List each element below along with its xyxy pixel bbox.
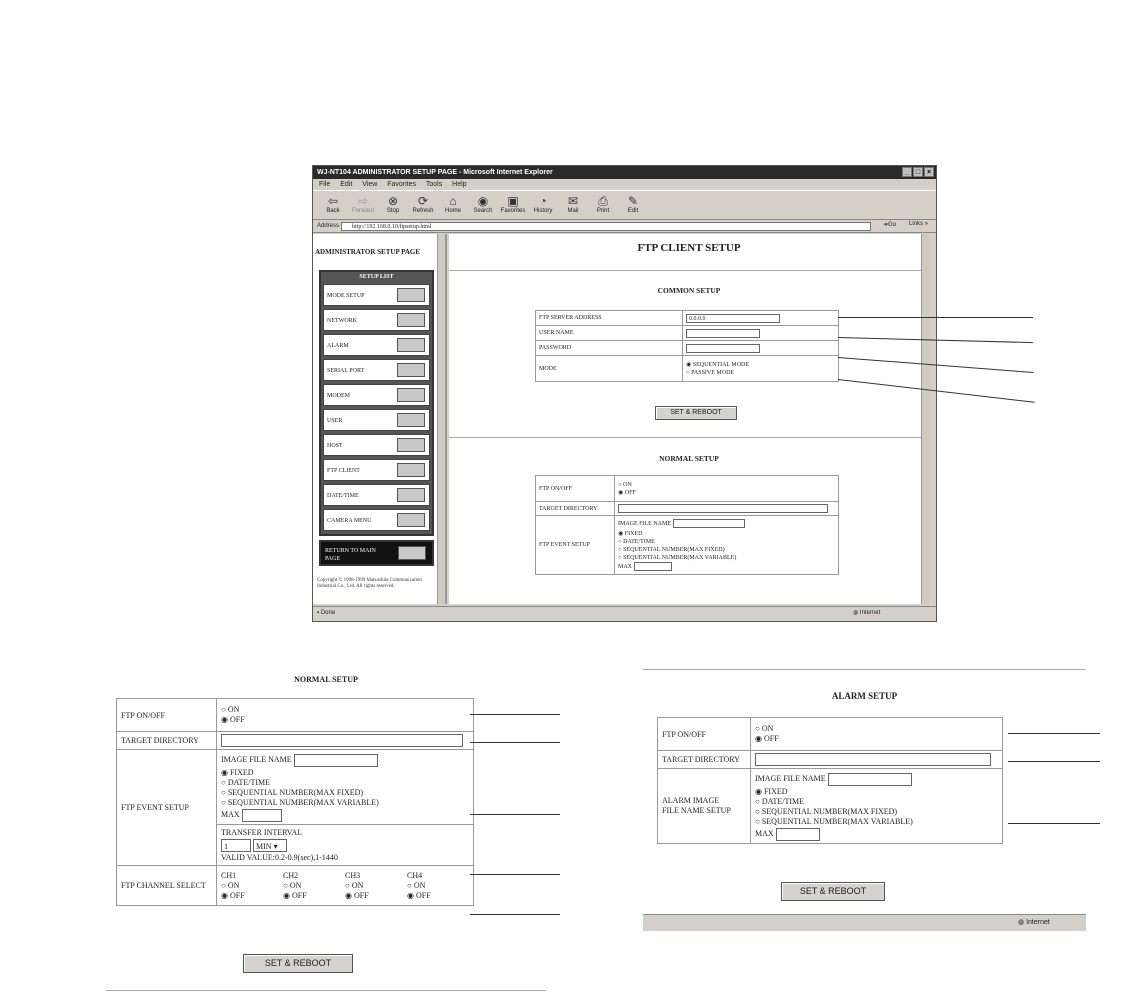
date-time-radio[interactable]: ○ DATE/TIME (221, 778, 271, 787)
normal-setup-heading: NORMAL SETUP (659, 454, 719, 463)
password-label: PASSWORD (536, 341, 683, 356)
print-button[interactable]: ⎙ Print (596, 194, 610, 214)
setup-item-host[interactable]: HOST (323, 434, 430, 456)
minimize-button[interactable]: _ (902, 167, 912, 177)
image-file-name-input[interactable] (294, 754, 378, 767)
go-button[interactable] (397, 338, 425, 352)
channel-1: CH1 ○ ON ◉ OFF (221, 871, 283, 901)
go-button[interactable] (397, 288, 425, 302)
image-file-name-row: IMAGE FILE NAME (618, 518, 835, 530)
menu-favorites[interactable]: Favorites (387, 181, 417, 188)
seq-max-variable-radio[interactable]: ○ SEQUENTIAL NUMBER(MAX VARIABLE) (755, 817, 913, 826)
interval-unit-select[interactable]: MIN ▾ (253, 839, 287, 852)
ftp-onoff-label: FTP ON/OFF (117, 699, 217, 732)
seq-max-variable-radio[interactable]: ○ SEQUENTIAL NUMBER(MAX VARIABLE) (618, 555, 737, 561)
setup-item-camera-menu[interactable]: CAMERA MENU (323, 509, 430, 531)
max-input[interactable] (776, 828, 820, 841)
ftp-off-radio[interactable]: ◉ OFF (755, 734, 779, 743)
alarm-setup-heading: ALARM SETUP (831, 691, 898, 701)
ch4-on-radio[interactable]: ○ ON (407, 880, 426, 890)
date-time-radio[interactable]: ○ DATE/TIME (618, 539, 655, 545)
callout-line (470, 714, 560, 715)
forward-arrow-icon: ⇨ (357, 194, 369, 208)
seq-max-fixed-radio[interactable]: ○ SEQUENTIAL NUMBER(MAX FIXED) (618, 547, 725, 553)
globe-icon: ◍ (1018, 919, 1025, 926)
valid-value-text: VALID VALUE:0.2-0.9(sec),1-1440 (221, 853, 338, 862)
ch1-off-radio[interactable]: ◉ OFF (221, 890, 245, 900)
menu-file[interactable]: File (319, 181, 331, 188)
menu-help[interactable]: Help (452, 181, 467, 188)
content-frame (449, 234, 929, 604)
setup-item-alarm[interactable]: ALARM (323, 334, 430, 356)
back-button[interactable]: ⇦ Back (326, 194, 340, 214)
set-reboot-button[interactable]: SET & REBOOT (781, 882, 885, 901)
max-row: MAX (618, 562, 835, 572)
interval-input[interactable]: 1 (221, 839, 251, 852)
toolbar (313, 190, 936, 220)
address-input[interactable]: http://192.168.0.10/ftpsetup.html (341, 222, 871, 231)
mode-passive-radio[interactable]: ○ PASSIVE MODE (686, 369, 735, 376)
setup-item-mode-setup[interactable]: MODE SETUP (323, 284, 430, 306)
go-arrow-icon: ➜ (883, 222, 889, 228)
left-scrollbar[interactable] (437, 234, 445, 604)
date-time-radio[interactable]: ○ DATE/TIME (755, 797, 805, 806)
go-button[interactable] (397, 363, 425, 377)
forward-button[interactable]: ⇨ Forward (351, 194, 374, 214)
return-button[interactable] (398, 546, 426, 560)
callout-line (1008, 761, 1100, 762)
max-row: MAX (755, 827, 998, 841)
menu-view[interactable]: View (362, 181, 378, 188)
status-bar: ▪ Done ◍ Internet (313, 606, 936, 619)
copyright: Copyright © 1998-1999 Matsushita Communication Industrial Co., Ltd. All rights reserved. (317, 578, 422, 589)
admin-page-title: ADMINISTRATOR SETUP PAGE (315, 248, 421, 256)
image-file-name-input[interactable] (828, 773, 912, 786)
content-scrollbar[interactable] (921, 234, 929, 604)
go-button[interactable] (397, 413, 425, 427)
stop-button[interactable]: ⊗ Stop (386, 194, 400, 214)
callout-line (470, 814, 560, 815)
history-icon: ◔ (539, 194, 547, 208)
server-label: FTP SERVER ADDRESS (536, 311, 683, 326)
image-file-name-row: IMAGE FILE NAME (221, 752, 469, 768)
image-file-name-input[interactable] (673, 519, 745, 528)
alarm-setup-table (657, 717, 1003, 844)
target-directory-input[interactable] (221, 734, 463, 747)
mail-button[interactable]: ✉ Mail (567, 194, 579, 214)
divider (449, 437, 929, 438)
setup-item-network[interactable]: NETWORK (323, 309, 430, 331)
page-done-icon: ▪ (317, 610, 320, 616)
mail-icon: ✉ (567, 194, 579, 208)
close-button[interactable]: × (924, 167, 934, 177)
favorites-icon: ▣ (507, 194, 519, 208)
go-button[interactable] (397, 513, 425, 527)
normal-setup-table (116, 698, 474, 906)
set-reboot-button[interactable]: SET & REBOOT (243, 954, 353, 973)
callout-line (470, 742, 560, 743)
mode-sequential-radio[interactable]: ◉ SEQUENTIAL MODE (686, 361, 750, 368)
seq-max-fixed-radio[interactable]: ○ SEQUENTIAL NUMBER(MAX FIXED) (221, 788, 364, 797)
normal-setup-table (535, 475, 839, 575)
max-input[interactable] (242, 809, 282, 822)
edit-button[interactable]: ✎ Edit (627, 194, 639, 214)
return-to-main[interactable]: RETURN TO MAIN PAGE (319, 540, 434, 566)
mode-label: MODE (536, 356, 683, 382)
ftp-off-radio[interactable]: ◉ OFF (221, 715, 245, 724)
normal-setup-heading: NORMAL SETUP (294, 675, 358, 684)
alarm-setup-panel (643, 669, 1086, 931)
refresh-button[interactable]: ⟳ Refresh (412, 194, 434, 214)
image-file-name-row: IMAGE FILE NAME (755, 771, 998, 787)
alarm-image-setup-label: ALARM IMAGE FILE NAME SETUP (658, 769, 751, 844)
callout-line (1008, 823, 1100, 824)
channel-3: CH3 ○ ON ◉ OFF (345, 871, 407, 901)
title-bar (313, 166, 936, 179)
address-label: Address (317, 223, 340, 229)
callout-line (1008, 733, 1100, 734)
ftp-off-radio[interactable]: ◉ OFF (618, 489, 636, 496)
go-button[interactable] (397, 438, 425, 452)
setup-list-header: SETUP LIST (359, 274, 394, 280)
edit-icon: ✎ (627, 194, 639, 208)
seq-max-fixed-radio[interactable]: ○ SEQUENTIAL NUMBER(MAX FIXED) (755, 807, 898, 816)
refresh-icon: ⟳ (417, 194, 429, 208)
ftp-on-radio[interactable]: ○ ON (221, 705, 240, 714)
fixed-radio[interactable]: ◉ FIXED (755, 787, 788, 796)
browser-window (312, 165, 937, 622)
ftp-onoff-label: FTP ON/OFF (536, 476, 615, 502)
password-input[interactable] (686, 344, 760, 353)
internet-zone: ◍ Internet (853, 610, 881, 616)
channel-group (221, 871, 469, 901)
favorites-button[interactable]: ▣ Favorites (500, 194, 526, 214)
callout-line (470, 914, 560, 915)
ftp-event-setup-label: FTP EVENT SETUP (117, 750, 217, 866)
fixed-radio[interactable]: ◉ FIXED (221, 768, 254, 777)
ftp-on-radio[interactable]: ○ ON (618, 481, 632, 488)
fixed-radio[interactable]: ◉ FIXED (618, 531, 643, 537)
max-row: MAX (221, 808, 469, 822)
channel-2: CH2 ○ ON ◉ OFF (283, 871, 345, 901)
print-icon: ⎙ (598, 194, 608, 208)
common-setup-heading: COMMON SETUP (657, 286, 721, 295)
transfer-interval-row (221, 838, 469, 852)
left-frame (313, 234, 447, 604)
target-directory-input[interactable] (755, 753, 991, 766)
page-title: FTP CLIENT SETUP (637, 242, 741, 254)
setup-item-serial-port[interactable]: SERIAL PORT (323, 359, 430, 381)
max-input[interactable] (634, 562, 672, 571)
seq-max-variable-radio[interactable]: ○ SEQUENTIAL NUMBER(MAX VARIABLE) (221, 798, 379, 807)
internet-zone: ◍ Internet (1018, 919, 1050, 926)
divider (449, 270, 929, 271)
stop-icon: ⊗ (387, 194, 399, 208)
ch3-off-radio[interactable]: ◉ OFF (345, 890, 369, 900)
ch4-off-radio[interactable]: ◉ OFF (407, 890, 431, 900)
target-directory-label: TARGET DIRECTORY (117, 732, 217, 750)
user-name-input[interactable] (686, 329, 760, 338)
setup-item-date-time[interactable]: DATE/TIME (323, 484, 430, 506)
common-setup-table (535, 310, 839, 382)
callout-line (470, 874, 560, 875)
ch2-on-radio[interactable]: ○ ON (283, 880, 302, 890)
ch1-on-radio[interactable]: ○ ON (221, 880, 240, 890)
back-arrow-icon: ⇦ (327, 194, 339, 208)
chevron-down-icon: ▾ (273, 841, 278, 851)
target-directory-input[interactable] (618, 504, 828, 513)
globe-icon: ◍ (853, 610, 859, 616)
divider (643, 669, 1086, 670)
set-reboot-button[interactable]: SET & REBOOT (655, 406, 737, 420)
links-button[interactable]: Links » (909, 221, 929, 227)
ch3-on-radio[interactable]: ○ ON (345, 880, 364, 890)
menu-tools[interactable]: Tools (425, 181, 443, 188)
channel-4: CH4 ○ ON ◉ OFF (407, 871, 469, 901)
go-button[interactable] (397, 463, 425, 477)
user-name-label: USER NAME (536, 326, 683, 341)
setup-item-modem[interactable]: MODEM (323, 384, 430, 406)
ftp-event-setup-label: FTP EVENT SETUP (536, 516, 615, 575)
ch2-off-radio[interactable]: ◉ OFF (283, 890, 307, 900)
search-button[interactable]: ◉ Search (473, 194, 493, 214)
transfer-interval-label: TRANSFER INTERVAL (221, 828, 303, 837)
callout-line (838, 317, 1033, 318)
home-button[interactable]: ⌂ Home (444, 194, 461, 214)
normal-setup-panel (106, 660, 546, 992)
home-icon: ⌂ (449, 194, 457, 208)
go-button[interactable] (397, 313, 425, 327)
window-title: WJ-NT104 ADMINISTRATOR SETUP PAGE - Microsoft Internet Explorer (317, 169, 553, 176)
ftp-on-radio[interactable]: ○ ON (755, 724, 774, 733)
setup-item-user[interactable]: USER (323, 409, 430, 431)
history-button[interactable]: ◔ History (533, 194, 553, 214)
ftp-channel-select-label: FTP CHANNEL SELECT (117, 866, 217, 906)
target-directory-label: TARGET DIRECTORY (658, 751, 751, 769)
divider (106, 990, 546, 991)
go-button[interactable] (397, 488, 425, 502)
ftp-server-input[interactable]: 0.0.0.0 (686, 314, 780, 323)
go-button[interactable] (397, 388, 425, 402)
menu-bar (313, 179, 936, 190)
setup-list (319, 270, 434, 536)
menu-edit[interactable]: Edit (340, 181, 353, 188)
setup-item-ftp-client[interactable]: FTP CLIENT (323, 459, 430, 481)
ftp-onoff-label: FTP ON/OFF (658, 718, 751, 751)
maximize-button[interactable]: □ (913, 167, 923, 177)
target-directory-label: TARGET DIRECTORY (536, 502, 615, 516)
status-bar (643, 914, 1086, 931)
go-button[interactable]: ➜Go (883, 222, 897, 228)
search-icon: ◉ (477, 194, 489, 208)
